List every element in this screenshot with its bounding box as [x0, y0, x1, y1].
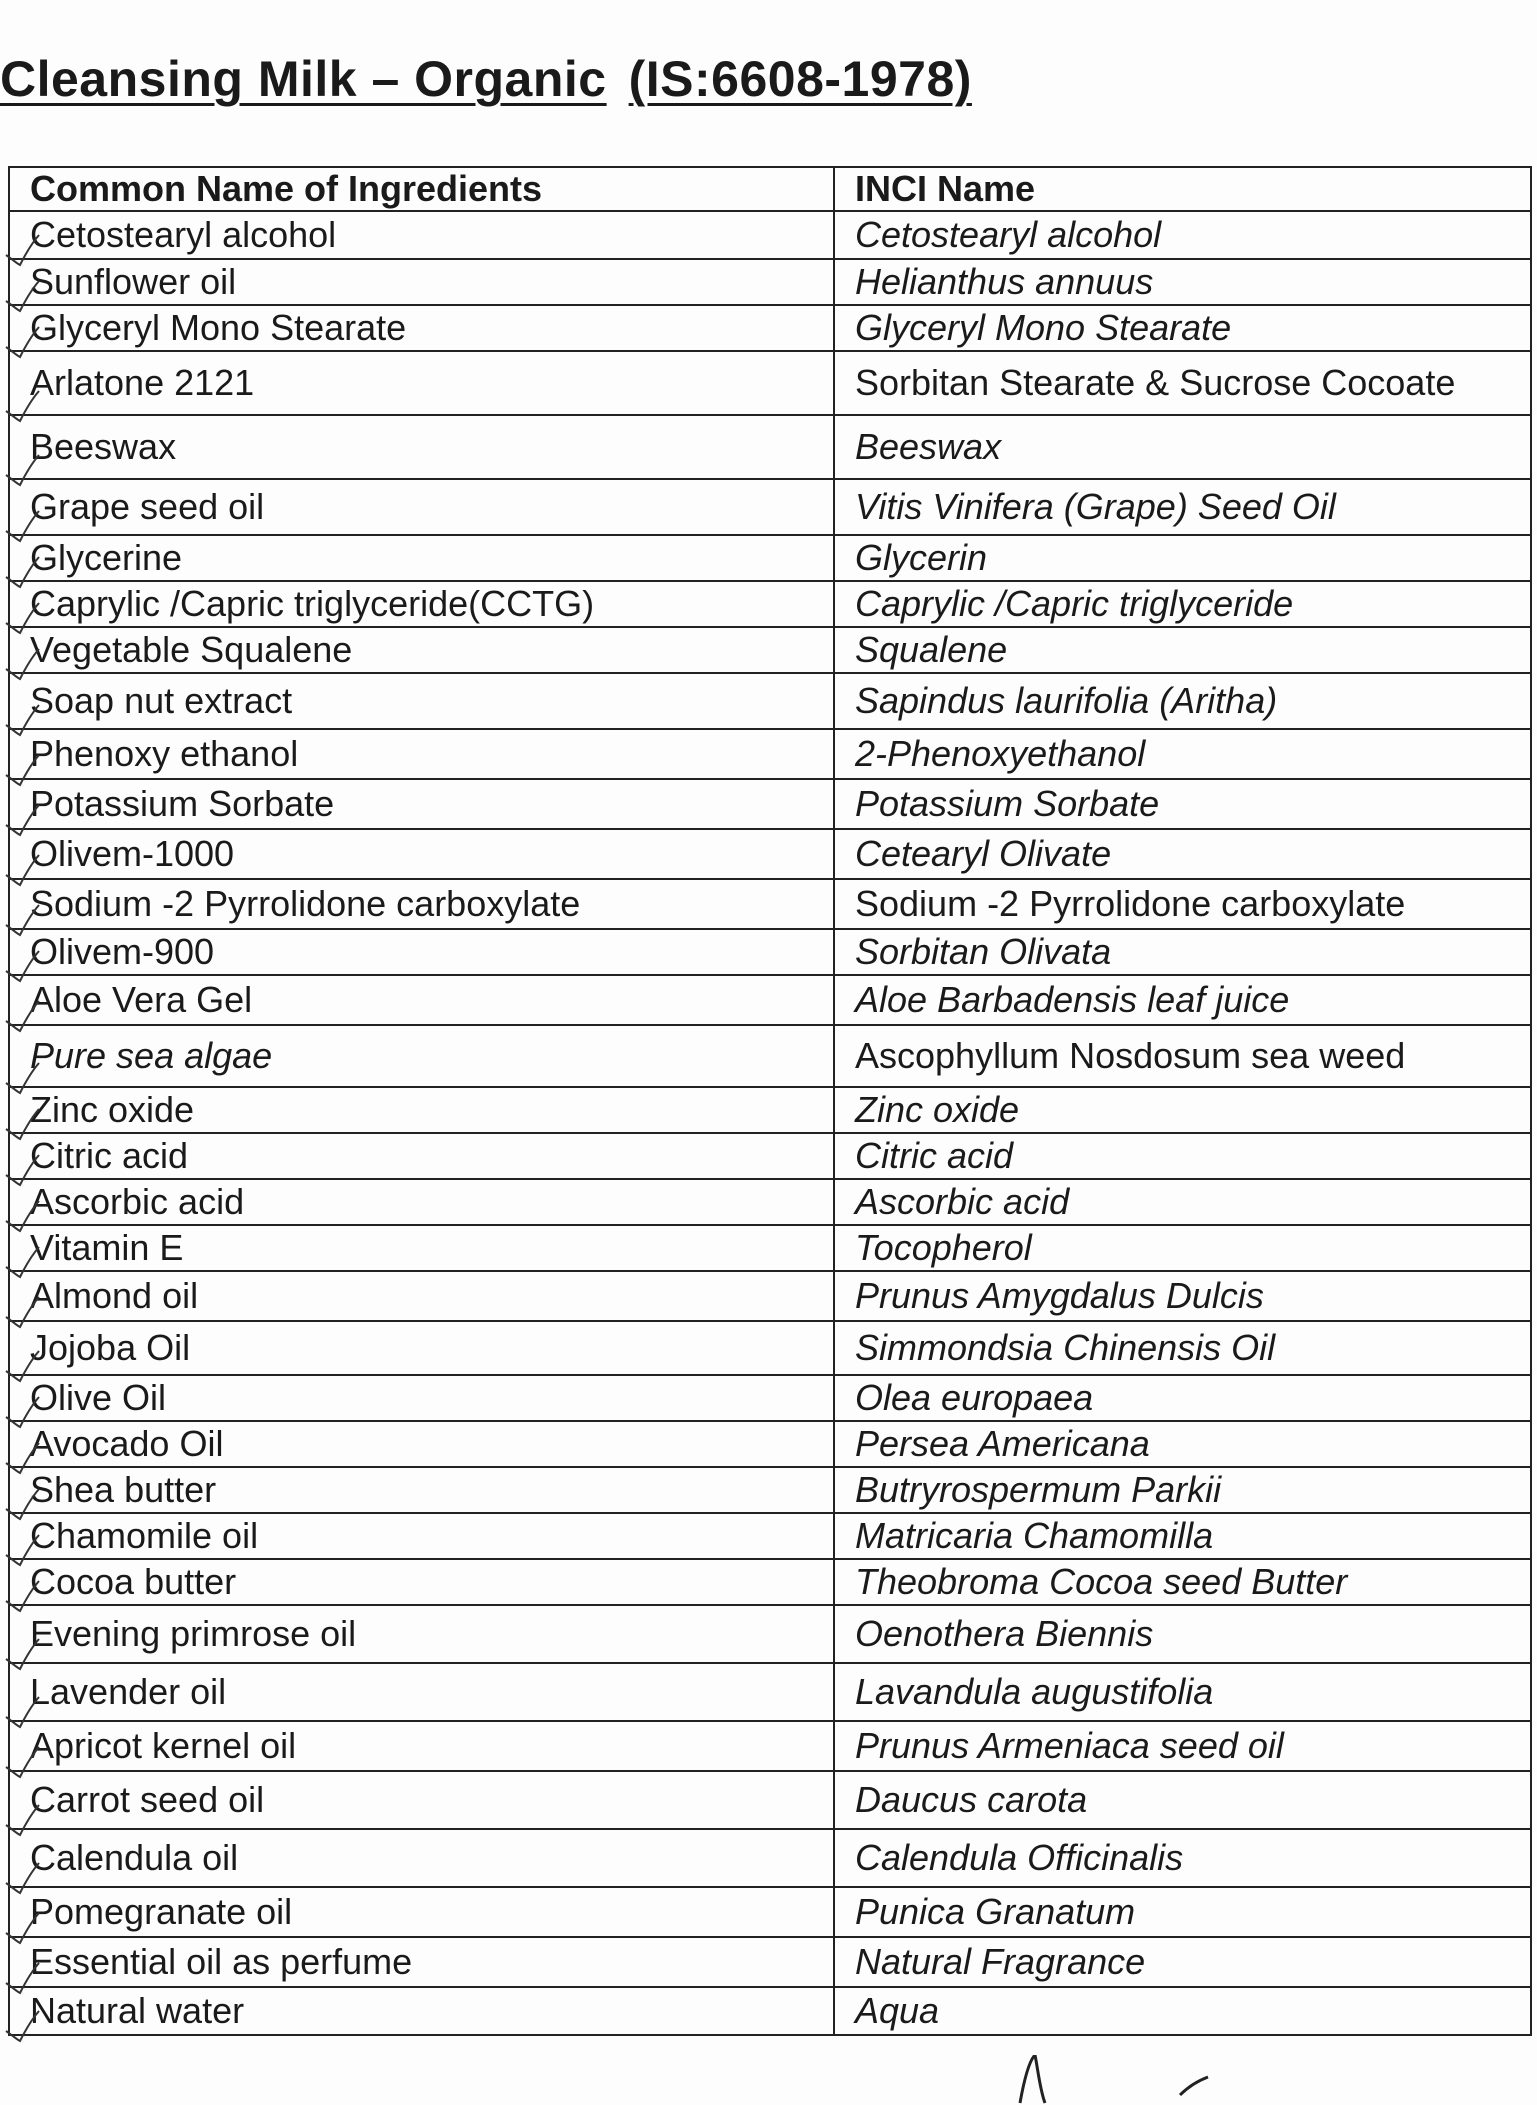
- common-name-cell: Vitamin E: [9, 1225, 834, 1271]
- inci-name-cell: Glycerin: [834, 535, 1531, 581]
- inci-name-cell: Aloe Barbadensis leaf juice: [834, 975, 1531, 1025]
- header-common-name: Common Name of Ingredients: [9, 167, 834, 211]
- common-name-cell: Beeswax: [9, 415, 834, 479]
- inci-name-cell: Ascophyllum Nosdosum sea weed: [834, 1025, 1531, 1087]
- inci-name-cell: Butryrospermum Parkii: [834, 1467, 1531, 1513]
- common-name-cell: Soap nut extract: [9, 673, 834, 729]
- table-row: [9, 1887, 1531, 1937]
- table-row: [9, 535, 1531, 581]
- inci-name-cell: Daucus carota: [834, 1771, 1531, 1829]
- common-name-cell: Olive Oil: [9, 1375, 834, 1421]
- inci-name-cell: 2-Phenoxyethanol: [834, 729, 1531, 779]
- common-name-cell: Cocoa butter: [9, 1559, 834, 1605]
- inci-name-cell: Vitis Vinifera (Grape) Seed Oil: [834, 479, 1531, 535]
- common-name-cell: Ascorbic acid: [9, 1179, 834, 1225]
- common-name-cell: Citric acid: [9, 1133, 834, 1179]
- common-name-cell: Pomegranate oil: [9, 1887, 834, 1937]
- common-name-cell: Cetostearyl alcohol: [9, 211, 834, 259]
- table-row: [9, 1087, 1531, 1133]
- common-name-cell: Olivem-1000: [9, 829, 834, 879]
- inci-name-cell: Sorbitan Stearate & Sucrose Cocoate: [834, 351, 1531, 415]
- common-name-cell: Calendula oil: [9, 1829, 834, 1887]
- table-row: [9, 779, 1531, 829]
- common-name-cell: Caprylic /Capric triglyceride(CCTG): [9, 581, 834, 627]
- common-name-cell: Aloe Vera Gel: [9, 975, 834, 1025]
- header-inci-name: INCI Name: [834, 167, 1531, 211]
- table-row: [9, 1179, 1531, 1225]
- table-row: [9, 975, 1531, 1025]
- inci-name-cell: Punica Granatum: [834, 1887, 1531, 1937]
- table-row: [9, 1663, 1531, 1721]
- table-row: [9, 415, 1531, 479]
- ingredients-table: [8, 166, 1532, 2036]
- common-name-cell: Grape seed oil: [9, 479, 834, 535]
- title-text: Cleansing Milk – Organic: [0, 51, 607, 107]
- common-name-cell: Avocado Oil: [9, 1421, 834, 1467]
- inci-name-cell: Prunus Armeniaca seed oil: [834, 1721, 1531, 1771]
- inci-name-cell: Lavandula augustifolia: [834, 1663, 1531, 1721]
- table-row: [9, 1375, 1531, 1421]
- inci-name-cell: Cetostearyl alcohol: [834, 211, 1531, 259]
- common-name-cell: Glyceryl Mono Stearate: [9, 305, 834, 351]
- inci-name-cell: Matricaria Chamomilla: [834, 1513, 1531, 1559]
- table-row: [9, 1559, 1531, 1605]
- common-name-cell: Almond oil: [9, 1271, 834, 1321]
- inci-name-cell: Calendula Officinalis: [834, 1829, 1531, 1887]
- common-name-cell: Essential oil as perfume: [9, 1937, 834, 1987]
- table-row: [9, 1937, 1531, 1987]
- common-name-cell: Shea butter: [9, 1467, 834, 1513]
- inci-name-cell: Citric acid: [834, 1133, 1531, 1179]
- inci-name-cell: Persea Americana: [834, 1421, 1531, 1467]
- inci-name-cell: Tocopherol: [834, 1225, 1531, 1271]
- table-row: [9, 627, 1531, 673]
- inci-name-cell: Glyceryl Mono Stearate: [834, 305, 1531, 351]
- inci-name-cell: Zinc oxide: [834, 1087, 1531, 1133]
- inci-name-cell: Helianthus annuus: [834, 259, 1531, 305]
- inci-name-cell: Potassium Sorbate: [834, 779, 1531, 829]
- inci-name-cell: Aqua: [834, 1987, 1531, 2035]
- table-row: [9, 1829, 1531, 1887]
- inci-name-cell: Ascorbic acid: [834, 1179, 1531, 1225]
- inci-name-cell: Squalene: [834, 627, 1531, 673]
- table-row: [9, 1133, 1531, 1179]
- inci-name-cell: Sorbitan Olivata: [834, 929, 1531, 975]
- table-row: [9, 1467, 1531, 1513]
- table-row: [9, 1421, 1531, 1467]
- table-row: [9, 1271, 1531, 1321]
- inci-name-cell: Natural Fragrance: [834, 1937, 1531, 1987]
- common-name-cell: Pure sea algae: [9, 1025, 834, 1087]
- table-row: [9, 351, 1531, 415]
- inci-name-cell: Sodium -2 Pyrrolidone carboxylate: [834, 879, 1531, 929]
- signature: [990, 2055, 1250, 2105]
- inci-name-cell: Caprylic /Capric triglyceride: [834, 581, 1531, 627]
- common-name-cell: Arlatone 2121: [9, 351, 834, 415]
- common-name-cell: Natural water: [9, 1987, 834, 2035]
- table-row: [9, 729, 1531, 779]
- inci-name-cell: Theobroma Cocoa seed Butter: [834, 1559, 1531, 1605]
- common-name-cell: Sunflower oil: [9, 259, 834, 305]
- table-row: [9, 259, 1531, 305]
- common-name-cell: Vegetable Squalene: [9, 627, 834, 673]
- table-row: [9, 673, 1531, 729]
- table-row: [9, 1605, 1531, 1663]
- page-title: [0, 50, 972, 108]
- common-name-cell: Apricot kernel oil: [9, 1721, 834, 1771]
- common-name-cell: Jojoba Oil: [9, 1321, 834, 1375]
- inci-name-cell: Oenothera Biennis: [834, 1605, 1531, 1663]
- inci-name-cell: Olea europaea: [834, 1375, 1531, 1421]
- inci-name-cell: Prunus Amygdalus Dulcis: [834, 1271, 1531, 1321]
- table-row: [9, 305, 1531, 351]
- table-header-row: [9, 167, 1531, 211]
- table-row: [9, 829, 1531, 879]
- common-name-cell: Lavender oil: [9, 1663, 834, 1721]
- common-name-cell: Zinc oxide: [9, 1087, 834, 1133]
- table-row: [9, 211, 1531, 259]
- inci-name-cell: Simmondsia Chinensis Oil: [834, 1321, 1531, 1375]
- common-name-cell: Sodium -2 Pyrrolidone carboxylate: [9, 879, 834, 929]
- table-row: [9, 1225, 1531, 1271]
- table-row: [9, 1513, 1531, 1559]
- common-name-cell: Potassium Sorbate: [9, 779, 834, 829]
- inci-name-cell: Sapindus laurifolia (Aritha): [834, 673, 1531, 729]
- standard-code: (IS:6608-1978): [628, 51, 972, 107]
- table-row: [9, 479, 1531, 535]
- table-row: [9, 1025, 1531, 1087]
- inci-name-cell: Beeswax: [834, 415, 1531, 479]
- table-row: [9, 929, 1531, 975]
- table-row: [9, 1721, 1531, 1771]
- common-name-cell: Evening primrose oil: [9, 1605, 834, 1663]
- common-name-cell: Carrot seed oil: [9, 1771, 834, 1829]
- common-name-cell: Phenoxy ethanol: [9, 729, 834, 779]
- inci-name-cell: Cetearyl Olivate: [834, 829, 1531, 879]
- common-name-cell: Chamomile oil: [9, 1513, 834, 1559]
- table-row: [9, 879, 1531, 929]
- table-row: [9, 1321, 1531, 1375]
- common-name-cell: Olivem-900: [9, 929, 834, 975]
- table-row: [9, 581, 1531, 627]
- common-name-cell: Glycerine: [9, 535, 834, 581]
- table-row: [9, 1987, 1531, 2035]
- table-row: [9, 1771, 1531, 1829]
